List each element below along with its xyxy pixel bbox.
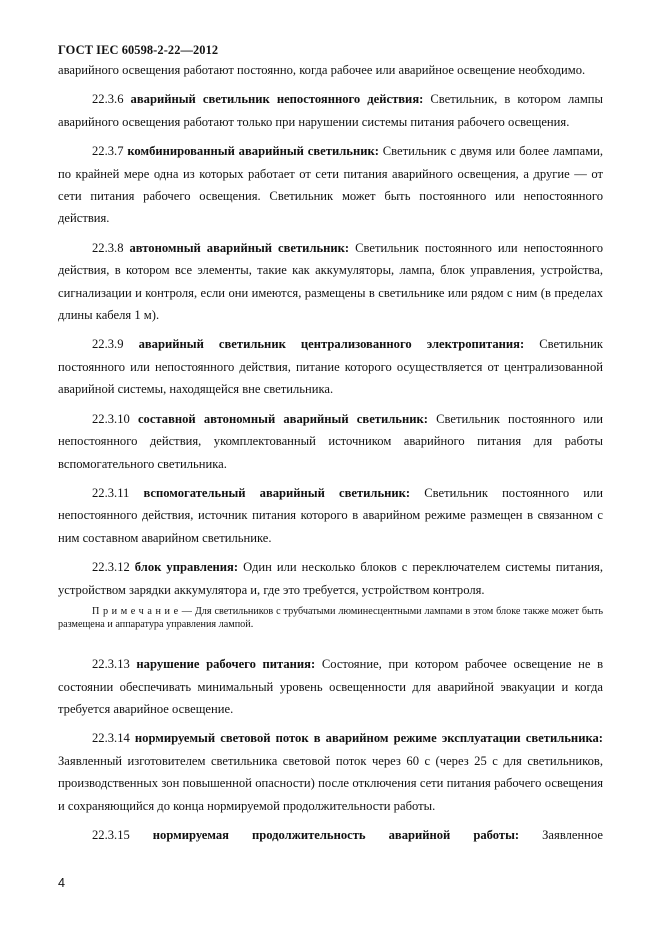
clause-22-3-7 <box>58 140 603 230</box>
clause-term: нормируемый световой поток в аварийном режиме эксплуатации светильника: <box>134 731 603 746</box>
clause-term: блок управления: <box>134 560 239 575</box>
clause-text: Светильник постоянного или непостоянного действия, питание которого осуществляется от централизованной аварийной системы, находящейся вне светильника. <box>58 337 604 397</box>
clause-term: составной автономный аварийный светильник: <box>137 411 428 426</box>
clause-text: Светильник постоянного или непостоянного действия, источник питания которого в аварийном режиме размещен в связанном с ним составном аварийном светильнике. <box>58 485 603 545</box>
clause-number: 22.3.9 <box>92 337 124 352</box>
clause-22-3-15 <box>58 824 603 846</box>
clause-22-3-8 <box>58 237 603 327</box>
document-body <box>58 59 603 853</box>
clause-term: аварийный светильник непостоянного действия: <box>130 92 424 107</box>
clause-number: 22.3.8 <box>92 240 124 255</box>
clause-text: Светильник, в котором лампы аварийного освещения работают только при нарушении системы питания рабочего освещения. <box>58 92 603 129</box>
clause-number: 22.3.13 <box>92 657 130 672</box>
clause-term: комбинированный аварийный светильник: <box>127 144 379 159</box>
clause-22-3-14 <box>58 727 603 817</box>
clause-22-3-11 <box>58 482 603 549</box>
clause-number: 22.3.12 <box>92 560 130 575</box>
clause-text: Светильник постоянного или непостоянного действия, укомплектованный источником аварийного питания для работы вспомогательного светильника. <box>58 411 604 471</box>
page-number: 4 <box>58 876 66 890</box>
clause-22-3-13 <box>58 653 603 720</box>
note-label: Примечание <box>92 605 182 617</box>
clause-term: аварийный светильник централизованного электропитания: <box>138 337 525 352</box>
clause-22-3-9 <box>58 333 603 400</box>
clause-number: 22.3.15 <box>92 827 130 842</box>
clause-text: Светильник с двумя или более лампами, по крайней мере одна из которых работает от сети питания аварийного освещения, а другие — от сети питания рабочего освещения. Светильник может быть постоянного или непостоянного действия. <box>58 144 603 226</box>
clause-number: 22.3.10 <box>92 411 130 426</box>
clause-text: Заявленный изготовителем светильника световой поток через 60 с (через 25 с для светильников, производственных зон повышенной опасности) после отключения сети питания рабочего освещения и сохраняющийся до конца нормируемой продолжительности работы. <box>58 753 603 813</box>
paragraph-text: аварийного освещения работают постоянно, когда рабочее или аварийное освещение необходимо. <box>58 63 586 77</box>
clause-number: 22.3.7 <box>92 144 124 159</box>
clause-term: нормируемая продолжительность аварийной работы: <box>152 827 520 842</box>
clause-term: вспомогательный аварийный светильник: <box>143 485 411 500</box>
clause-term: автономный аварийный светильник: <box>129 240 350 255</box>
clause-text: Заявленное <box>542 827 603 842</box>
clause-22-3-12 <box>58 556 603 601</box>
note-text: — Для светильников с трубчатыми люминесцентными лампами в этом блоке также может быть размещена и аппаратура управления лампой. <box>58 605 603 630</box>
clause-term: нарушение рабочего питания: <box>136 657 316 672</box>
note <box>58 606 603 631</box>
clause-text: Состояние, при котором рабочее освещение не в состоянии обеспечивать минимальный уровень освещенности для аварийной эвакуации и когда требуется аварийное освещение. <box>58 657 604 716</box>
paragraph-continuation <box>58 59 603 81</box>
clause-number: 22.3.14 <box>92 731 130 746</box>
clause-22-3-10 <box>58 408 603 475</box>
clause-number: 22.3.11 <box>92 485 130 500</box>
clause-text: Один или несколько блоков с переключателем системы питания, устройством зарядки аккумулятора и, где это требуется, устройством контроля. <box>58 560 603 597</box>
clause-text: Светильник постоянного или непостоянного действия, в котором все элементы, такие как аккумуляторы, лампа, блок управления, устройства, сигнализации и контроля, если они имеются, размещены в светильнике или рядом с ним (в пределах длины кабеля 1 м). <box>58 240 603 323</box>
document-header: ГОСТ IEC 60598-2-22—2012 <box>58 43 219 57</box>
clause-number: 22.3.6 <box>92 92 124 107</box>
clause-22-3-6 <box>58 88 603 133</box>
